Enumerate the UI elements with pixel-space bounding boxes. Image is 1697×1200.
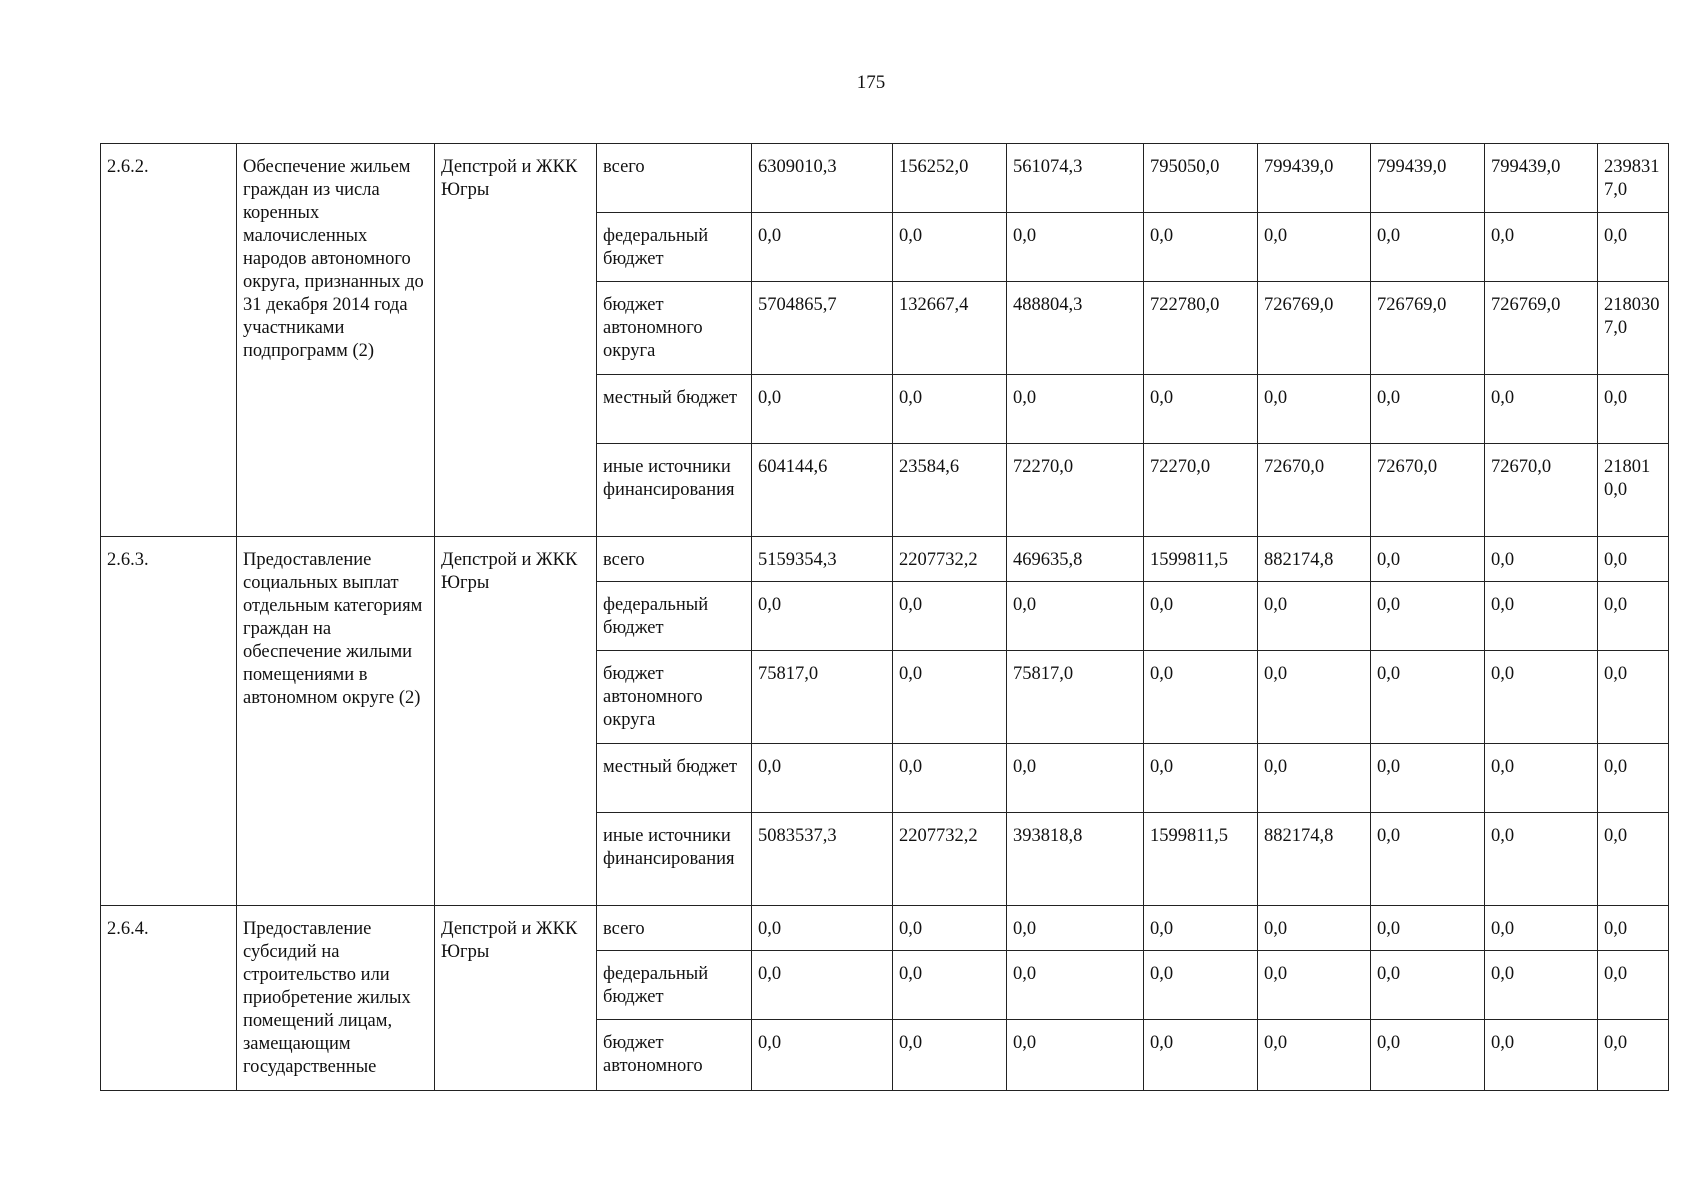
amount-cell: 0,0	[1258, 744, 1371, 813]
amount-cell: 6309010,3	[752, 144, 893, 213]
amount-cell: 0,0	[1598, 375, 1669, 444]
funding-source: федеральный бюджет	[597, 582, 752, 651]
amount-cell: 0,0	[1598, 813, 1669, 906]
amount-cell: 2180307,0	[1598, 282, 1669, 375]
amount-cell: 1599811,5	[1144, 537, 1258, 582]
amount-cell: 0,0	[1007, 906, 1144, 951]
amount-cell: 0,0	[752, 744, 893, 813]
amount-cell: 0,0	[893, 744, 1007, 813]
amount-cell: 0,0	[1598, 213, 1669, 282]
page-number: 175	[856, 72, 886, 93]
amount-cell: 0,0	[1371, 1020, 1485, 1091]
funding-source: федеральный бюджет	[597, 213, 752, 282]
table-row	[101, 537, 1669, 582]
amount-cell: 726769,0	[1371, 282, 1485, 375]
amount-cell: 2398317,0	[1598, 144, 1669, 213]
amount-cell: 0,0	[1371, 813, 1485, 906]
table-row	[101, 906, 1669, 951]
amount-cell: 0,0	[1144, 1020, 1258, 1091]
amount-cell: 0,0	[1144, 951, 1258, 1020]
amount-cell: 393818,8	[1007, 813, 1144, 906]
amount-cell: 0,0	[1371, 906, 1485, 951]
amount-cell: 0,0	[752, 582, 893, 651]
financing-table	[100, 143, 1669, 1091]
amount-cell: 0,0	[1144, 213, 1258, 282]
amount-cell: 488804,3	[1007, 282, 1144, 375]
amount-cell: 0,0	[1007, 1020, 1144, 1091]
amount-cell: 0,0	[1144, 582, 1258, 651]
amount-cell: 882174,8	[1258, 813, 1371, 906]
amount-cell: 0,0	[1485, 375, 1598, 444]
amount-cell: 1599811,5	[1144, 813, 1258, 906]
amount-cell: 0,0	[1371, 375, 1485, 444]
funding-source: местный бюджет	[597, 744, 752, 813]
funding-source: бюджет автономного округа	[597, 651, 752, 744]
amount-cell: 0,0	[1371, 537, 1485, 582]
amount-cell: 2207732,2	[893, 813, 1007, 906]
amount-cell: 0,0	[1598, 651, 1669, 744]
amount-cell: 0,0	[1258, 906, 1371, 951]
item-executor: Депстрой и ЖКК Югры	[435, 906, 597, 1091]
amount-cell: 0,0	[752, 375, 893, 444]
amount-cell: 0,0	[893, 375, 1007, 444]
amount-cell: 0,0	[1371, 582, 1485, 651]
amount-cell: 0,0	[1258, 651, 1371, 744]
table-row	[101, 144, 1669, 213]
item-number: 2.6.3.	[101, 537, 237, 906]
amount-cell: 5159354,3	[752, 537, 893, 582]
funding-source: всего	[597, 144, 752, 213]
amount-cell: 0,0	[1144, 651, 1258, 744]
amount-cell: 0,0	[1598, 951, 1669, 1020]
amount-cell: 882174,8	[1258, 537, 1371, 582]
amount-cell: 0,0	[893, 906, 1007, 951]
amount-cell: 0,0	[1007, 951, 1144, 1020]
item-number: 2.6.2.	[101, 144, 237, 537]
funding-source: всего	[597, 906, 752, 951]
item-executor: Депстрой и ЖКК Югры	[435, 144, 597, 537]
amount-cell: 132667,4	[893, 282, 1007, 375]
amount-cell: 5704865,7	[752, 282, 893, 375]
funding-source: федеральный бюджет	[597, 951, 752, 1020]
amount-cell: 0,0	[1598, 1020, 1669, 1091]
amount-cell: 218010,0	[1598, 444, 1669, 537]
funding-source: бюджет автономного	[597, 1020, 752, 1091]
amount-cell: 0,0	[893, 213, 1007, 282]
item-executor: Депстрой и ЖКК Югры	[435, 537, 597, 906]
amount-cell: 0,0	[1598, 906, 1669, 951]
amount-cell: 0,0	[1371, 213, 1485, 282]
amount-cell: 0,0	[1598, 537, 1669, 582]
amount-cell: 469635,8	[1007, 537, 1144, 582]
amount-cell: 799439,0	[1485, 144, 1598, 213]
amount-cell: 0,0	[1007, 744, 1144, 813]
amount-cell: 0,0	[893, 1020, 1007, 1091]
funding-source: иные источники финансирования	[597, 813, 752, 906]
amount-cell: 72270,0	[1144, 444, 1258, 537]
amount-cell: 0,0	[752, 906, 893, 951]
amount-cell: 0,0	[1258, 582, 1371, 651]
funding-source: бюджет автономного округа	[597, 282, 752, 375]
amount-cell: 799439,0	[1371, 144, 1485, 213]
amount-cell: 0,0	[1144, 744, 1258, 813]
amount-cell: 0,0	[1258, 1020, 1371, 1091]
amount-cell: 726769,0	[1258, 282, 1371, 375]
amount-cell: 0,0	[893, 582, 1007, 651]
amount-cell: 0,0	[893, 651, 1007, 744]
amount-cell: 561074,3	[1007, 144, 1144, 213]
amount-cell: 0,0	[1485, 582, 1598, 651]
amount-cell: 0,0	[1007, 375, 1144, 444]
amount-cell: 72670,0	[1371, 444, 1485, 537]
item-name: Предоставление субсидий на строительство или приобретение жилых помещений лицам, замещающим государственные	[237, 906, 435, 1091]
amount-cell: 72670,0	[1258, 444, 1371, 537]
amount-cell: 72270,0	[1007, 444, 1144, 537]
amount-cell: 0,0	[893, 951, 1007, 1020]
amount-cell: 726769,0	[1485, 282, 1598, 375]
amount-cell: 5083537,3	[752, 813, 893, 906]
funding-source: иные источники финансирования	[597, 444, 752, 537]
amount-cell: 23584,6	[893, 444, 1007, 537]
amount-cell: 0,0	[1144, 375, 1258, 444]
amount-cell: 0,0	[1144, 906, 1258, 951]
amount-cell: 0,0	[1598, 582, 1669, 651]
amount-cell: 0,0	[752, 213, 893, 282]
item-number: 2.6.4.	[101, 906, 237, 1091]
amount-cell: 0,0	[1485, 1020, 1598, 1091]
amount-cell: 722780,0	[1144, 282, 1258, 375]
amount-cell: 0,0	[1485, 537, 1598, 582]
amount-cell: 0,0	[1371, 651, 1485, 744]
funding-source: всего	[597, 537, 752, 582]
amount-cell: 75817,0	[752, 651, 893, 744]
amount-cell: 0,0	[1485, 813, 1598, 906]
amount-cell: 604144,6	[752, 444, 893, 537]
amount-cell: 0,0	[1371, 951, 1485, 1020]
amount-cell: 0,0	[1007, 582, 1144, 651]
item-name: Предоставление социальных выплат отдельным категориям граждан на обеспечение жилыми помещениями в автономном округе (2)	[237, 537, 435, 906]
amount-cell: 0,0	[1258, 213, 1371, 282]
amount-cell: 0,0	[1485, 744, 1598, 813]
amount-cell: 0,0	[1485, 906, 1598, 951]
amount-cell: 0,0	[1258, 375, 1371, 444]
amount-cell: 799439,0	[1258, 144, 1371, 213]
funding-source: местный бюджет	[597, 375, 752, 444]
amount-cell: 75817,0	[1007, 651, 1144, 744]
amount-cell: 2207732,2	[893, 537, 1007, 582]
amount-cell: 0,0	[1485, 213, 1598, 282]
amount-cell: 0,0	[752, 951, 893, 1020]
item-name: Обеспечение жильем граждан из числа коренных малочисленных народов автономного округа, признанных до 31 декабря 2014 года участниками подпрограмм (2)	[237, 144, 435, 537]
amount-cell: 0,0	[1485, 651, 1598, 744]
amount-cell: 0,0	[1598, 744, 1669, 813]
amount-cell: 156252,0	[893, 144, 1007, 213]
amount-cell: 795050,0	[1144, 144, 1258, 213]
amount-cell: 0,0	[1258, 951, 1371, 1020]
amount-cell: 0,0	[752, 1020, 893, 1091]
amount-cell: 0,0	[1371, 744, 1485, 813]
amount-cell: 0,0	[1485, 951, 1598, 1020]
amount-cell: 72670,0	[1485, 444, 1598, 537]
amount-cell: 0,0	[1007, 213, 1144, 282]
